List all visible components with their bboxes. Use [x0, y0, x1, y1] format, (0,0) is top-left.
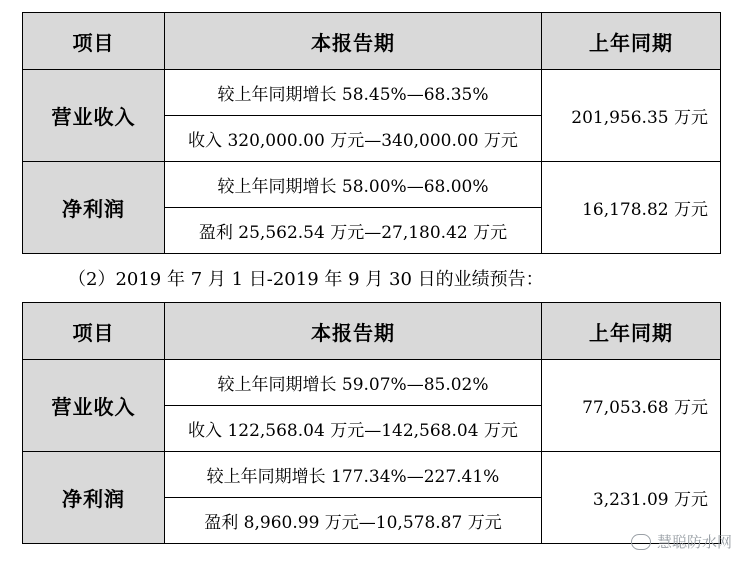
header-current-period: 本报告期 [165, 13, 542, 70]
header-current-period: 本报告期 [165, 303, 542, 360]
watermark [631, 531, 732, 552]
revenue-amount-cell: 收入 320,000.00 万元—340,000.00 万元 [165, 116, 542, 162]
revenue-growth-cell: 较上年同期增长 59.07%—85.02% [165, 360, 542, 406]
revenue-amount-cell: 收入 122,568.04 万元—142,568.04 万元 [165, 406, 542, 452]
header-item: 项目 [23, 303, 165, 360]
header-item: 项目 [23, 13, 165, 70]
revenue-growth-cell: 较上年同期增长 58.45%—68.35% [165, 70, 542, 116]
row-label-net-profit: 净利润 [23, 452, 165, 544]
revenue-prior-value: 77,053.68 万元 [542, 360, 721, 452]
row-label-revenue: 营业收入 [23, 360, 165, 452]
profit-growth-cell: 较上年同期增长 177.34%—227.41% [165, 452, 542, 498]
forecast-table-h1 [22, 12, 721, 254]
row-label-revenue: 营业收入 [23, 70, 165, 162]
wechat-icon [631, 534, 651, 550]
table-row [23, 360, 721, 406]
table-header-row [23, 303, 721, 360]
header-prior-period: 上年同期 [542, 303, 721, 360]
table-row [23, 452, 721, 498]
profit-amount-cell: 盈利 8,960.99 万元—10,578.87 万元 [165, 498, 542, 544]
profit-prior-value: 3,231.09 万元 [542, 452, 721, 544]
revenue-prior-value: 201,956.35 万元 [542, 70, 721, 162]
header-prior-period: 上年同期 [542, 13, 721, 70]
table-row [23, 70, 721, 116]
table-row [23, 162, 721, 208]
table-header-row [23, 13, 721, 70]
profit-growth-cell: 较上年同期增长 58.00%—68.00% [165, 162, 542, 208]
profit-amount-cell: 盈利 25,562.54 万元—27,180.42 万元 [165, 208, 542, 254]
row-label-net-profit: 净利润 [23, 162, 165, 254]
q3-forecast-caption: （2）2019 年 7 月 1 日-2019 年 9 月 30 日的业绩预告： [68, 269, 544, 290]
forecast-table-q3 [22, 302, 721, 544]
profit-prior-value: 16,178.82 万元 [542, 162, 721, 254]
watermark-text: 慧聪防水网 [656, 533, 732, 551]
